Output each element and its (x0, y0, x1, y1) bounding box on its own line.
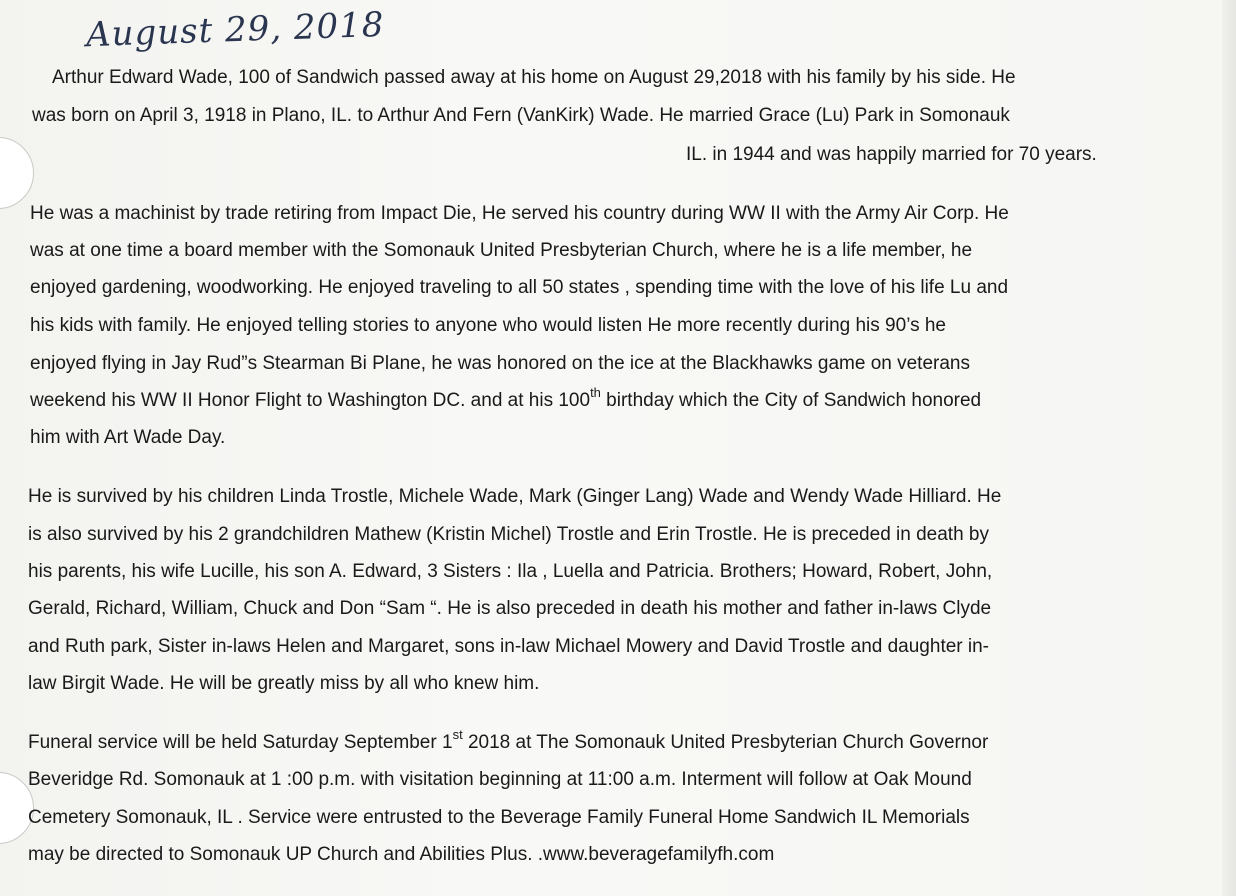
text-line (28, 726, 989, 755)
text-line: may be directed to Somonauk UP Church and Abilities Plus. .www.beveragefamilyfh.com (28, 844, 775, 865)
text-line: Beveridge Rd. Somonauk at 1 :00 p.m. with visitation beginning at 11:00 a.m. Interment will follow at Oak Mound (28, 769, 972, 790)
text-line: He was a machinist by trade retiring from Impact Die, He served his country during WW II with the Army Air Corp. He (30, 203, 1009, 224)
text-line: Arthur Edward Wade, 100 of Sandwich passed away at his home on August 29,2018 with his family by his side. He (52, 67, 1016, 88)
text-line: him with Art Wade Day. (30, 427, 226, 448)
text-line: and Ruth park, Sister in-laws Helen and Margaret, sons in-law Michael Mowery and David Trostle and daughter in- (28, 636, 990, 657)
text-line: his kids with family. He enjoyed telling stories to anyone who would listen He more recently during his 90’s he (30, 315, 946, 336)
text-line: was at one time a board member with the Somonauk United Presbyterian Church, where he is a life member, he (30, 240, 973, 261)
text-line: Gerald, Richard, William, Chuck and Don “Sam “. He is also preceded in death his mother and father in-laws Clyde (28, 598, 992, 619)
text-line: was born on April 3, 1918 in Plano, IL. to Arthur And Fern (VanKirk) Wade. He married Grace (Lu) Park in Somonauk (32, 105, 1010, 126)
page-edge-shadow (1222, 0, 1236, 896)
superscript: st (452, 726, 463, 742)
text-line: He is survived by his children Linda Trostle, Michele Wade, Mark (Ginger Lang) Wade and Wendy Wade Hilliard. He (28, 486, 1002, 507)
text-fragment: weekend his WW II Honor Flight to Washington DC. and at his 100 (30, 390, 591, 411)
text-line: IL. in 1944 and was happily married for 70 years. (686, 144, 1097, 165)
text-line: is also survived by his 2 grandchildren Mathew (Kristin Michel) Trostle and Erin Trostle. He is preceded in death by (28, 524, 989, 545)
text-line (30, 384, 982, 413)
text-fragment: birthday which the City of Sandwich honored (600, 390, 982, 411)
superscript: th (590, 384, 601, 400)
text-line: his parents, his wife Lucille, his son A. Edward, 3 Sisters : Ila , Luella and Patricia. Brothers; Howard, Robert, John, (28, 561, 993, 582)
text-fragment: 2018 at The Somonauk United Presbyterian Church Governor (462, 732, 989, 753)
text-line: enjoyed flying in Jay Rud”s Stearman Bi Plane, he was honored on the ice at the Blackhawks game on veterans (30, 353, 970, 374)
text-fragment: Funeral service will be held Saturday September 1 (28, 732, 453, 753)
punch-hole-top (0, 137, 34, 209)
text-line: enjoyed gardening, woodworking. He enjoyed traveling to all 50 states , spending time with the love of his life Lu and (30, 277, 1009, 298)
text-line: law Birgit Wade. He will be greatly miss by all who knew him. (28, 673, 540, 694)
handwritten-date: August 29, 2018 (85, 4, 386, 56)
text-line: Cemetery Somonauk, IL . Service were entrusted to the Beverage Family Funeral Home Sandwich IL Memorials (28, 807, 970, 828)
